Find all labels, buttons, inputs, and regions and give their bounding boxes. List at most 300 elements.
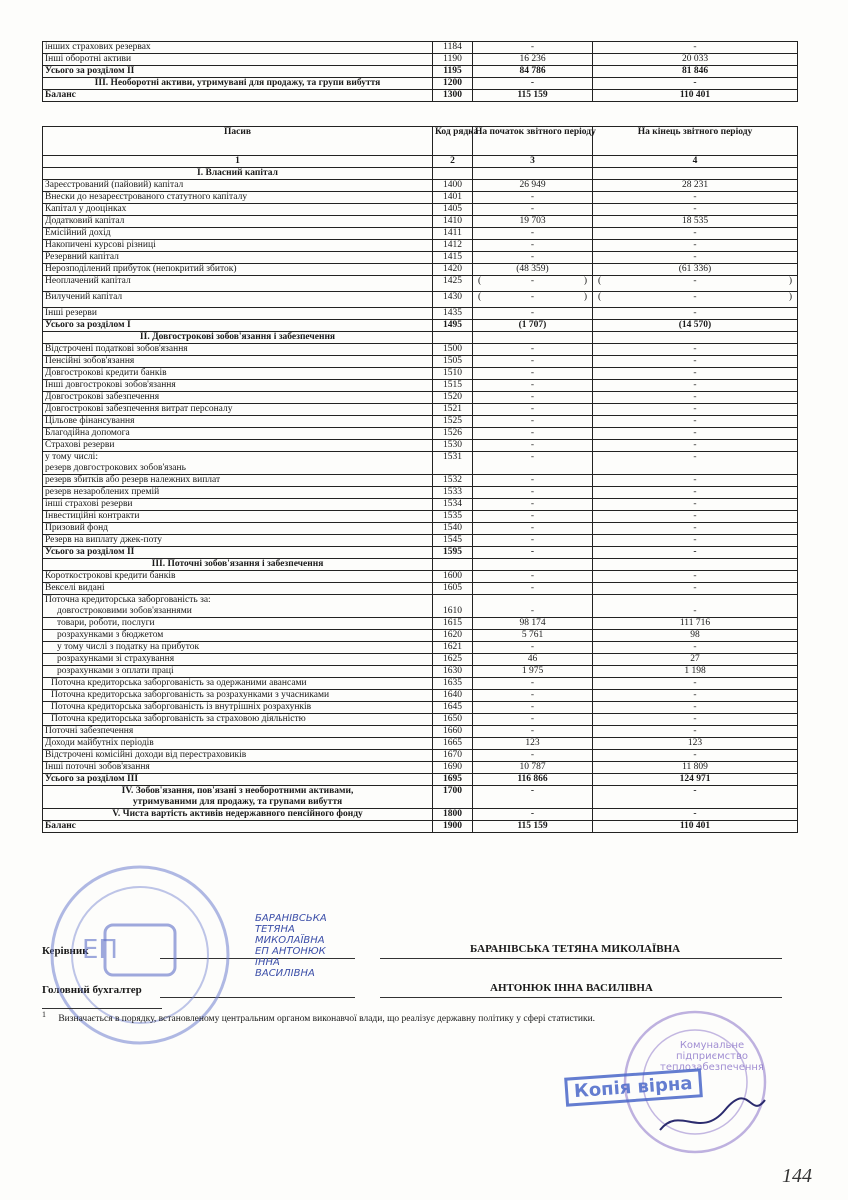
row-name: резерв незароблених премій [43,487,433,499]
row-name: Інші довгострокові зобов'язання [43,380,433,392]
row-end-value: - [593,475,798,487]
row-start-value: 46 [473,654,593,666]
table-row [43,547,798,559]
row-name: Поточні забезпечення [43,726,433,738]
row-name: Накопичені курсові різниці [43,240,433,252]
row-code: 1401 [433,192,473,204]
row-start-value: 26 949 [473,180,593,192]
table-row [43,240,798,252]
table-row [43,320,798,332]
row-start-value: 19 703 [473,216,593,228]
footnote-mark: 1 [42,1010,46,1019]
table-row [43,380,798,392]
row-code: 1533 [433,487,473,499]
table-row [43,630,798,642]
row-name: Довгострокові забезпечення [43,392,433,404]
row-start-value: 115 159 [473,90,593,102]
row-end-value: - [593,678,798,690]
section-title: V. Чиста вартість активів недержавного пенсійного фонду [43,809,433,821]
row-code: 1411 [433,228,473,240]
table-row [43,276,798,292]
e-signature-line-3: МИКОЛАЇВНА [255,935,325,946]
row-code: 1534 [433,499,473,511]
table-row [43,762,798,774]
value: - [693,276,697,286]
row-code: 1670 [433,750,473,762]
row-start-value: - [473,809,593,821]
row-name: Пенсійні зобов'язання [43,356,433,368]
table-row [43,511,798,523]
table-row [43,204,798,216]
row-end-value: - [593,487,798,499]
row-name: Резервний капітал [43,252,433,264]
table-row [43,809,798,821]
row-name: Поточна кредиторська заборгованість за розрахунками з учасниками [43,690,433,702]
row-name-line-1: Поточна кредиторська заборгованість за: [45,595,211,605]
ep-seal [35,915,245,1020]
row-start-value: - [473,475,593,487]
header-num-2: 2 [433,156,473,168]
row-end-value: 11 809 [593,762,798,774]
row-name: Довгострокові кредити банків [43,368,433,380]
table-row [43,192,798,204]
row-end-value: - [593,308,798,320]
row-name [43,595,433,618]
table-row [43,690,798,702]
table-row [43,452,798,475]
row-name: III. Необоротні активи, утримувані для продажу, та групи вибуття [43,78,433,90]
row-name: Неоплачений капітал [43,276,433,292]
row-end-value: - [593,228,798,240]
row-start-value: - [473,726,593,738]
row-name: Благодійна допомога [43,428,433,440]
row-name: у тому числі з податку на прибуток [43,642,433,654]
row-name: Інші резерви [43,308,433,320]
open-paren: ( [598,276,602,286]
row-start-value: - [473,595,593,618]
header-liability: Пасив [43,127,433,156]
row-name: Довгострокові забезпечення витрат персоналу [43,404,433,416]
row-end-value: 20 033 [593,54,798,66]
row-start-value: - [473,204,593,216]
row-end-value: - [593,583,798,595]
row-end-value: 124 971 [593,774,798,786]
row-end-value: 98 [593,630,798,642]
row-start-value: - [473,78,593,90]
row-start-value: - [473,678,593,690]
table-row [43,487,798,499]
row-code: 1600 [433,571,473,583]
row-name: Додатковий капітал [43,216,433,228]
row-start-value: - [473,583,593,595]
row-name: Векселі видані [43,583,433,595]
row-start-value: - [473,642,593,654]
row-start-value: - [473,499,593,511]
table-row [43,344,798,356]
row-end-value: 111 716 [593,618,798,630]
row-end-value: - [593,786,798,809]
row-end-value: (14 570) [593,320,798,332]
row-end-value: 110 401 [593,90,798,102]
row-start-value: - [473,452,593,475]
footnote-rule [42,1008,162,1009]
row-end-value: - [593,356,798,368]
row-start-value: - [473,786,593,809]
row-name: резерв збитків або резерв належних виплат [43,475,433,487]
table-row [43,750,798,762]
row-end-value: 18 535 [593,216,798,228]
row-code: 1700 [433,786,473,809]
row-end-value: - [593,252,798,264]
row-end-value: - [593,428,798,440]
table-row [43,168,798,180]
assets-table-fragment [42,41,798,102]
table-row [43,78,798,90]
e-signature-line-6: ВАСИЛІВНА [255,968,315,979]
row-end-value [593,559,798,571]
table-row [43,726,798,738]
row-code: 1800 [433,809,473,821]
table-row [43,228,798,240]
row-name: Резерв на виплату джек-поту [43,535,433,547]
row-code: 1435 [433,308,473,320]
section-title: II. Довгострокові зобов'язання і забезпечення [43,332,433,344]
row-end-value: - [593,440,798,452]
row-end-value: - [593,750,798,762]
row-code: 1415 [433,252,473,264]
row-start-value: - [473,690,593,702]
header-num-3: 3 [473,156,593,168]
open-paren: ( [478,292,482,302]
row-name: Поточна кредиторська заборгованість із внутрішніх розрахунків [43,702,433,714]
row-code: 1521 [433,404,473,416]
ep-seal-icon [35,915,245,1020]
table-row [43,475,798,487]
row-code: 1620 [433,630,473,642]
row-end-value: - [593,595,798,618]
table-row [43,654,798,666]
row-end-value: - [593,192,798,204]
row-name: Інші поточні зобов'язання [43,762,433,774]
row-code: 1505 [433,356,473,368]
row-end-value: - [593,78,798,90]
row-end-value: 1 198 [593,666,798,678]
row-start-value: 84 786 [473,66,593,78]
row-code: 1425 [433,276,473,292]
row-name: Поточна кредиторська заборгованість за одержаними авансами [43,678,433,690]
row-start-value: 116 866 [473,774,593,786]
e-signature-line-4: ЕП АНТОНЮК [255,946,326,957]
row-end-value: - [593,404,798,416]
row-name: Емісійний дохід [43,228,433,240]
row-code: 1665 [433,738,473,750]
header-start: На початок звітного періоду [473,127,593,156]
parenthesized-value [595,292,795,303]
table-row [43,535,798,547]
row-code [433,168,473,180]
row-code: 1410 [433,216,473,228]
head-name-line [380,958,782,959]
row-name: Інші оборотні активи [43,54,433,66]
row-end-value: - [593,702,798,714]
row-code [433,332,473,344]
header-code: Код рядка [433,127,473,156]
row-start-value: - [473,308,593,320]
row-name: Відстрочені комісійні доходи від перестраховиків [43,750,433,762]
row-end-value: - [593,809,798,821]
row-start-value: - [473,523,593,535]
row-name: Внески до незареєстрованого статутного капіталу [43,192,433,204]
row-name: розрахунками з оплати праці [43,666,433,678]
table-row [43,583,798,595]
row-end-value: 123 [593,738,798,750]
row-name: Вилучений капітал [43,292,433,308]
row-code: 1645 [433,702,473,714]
parenthesized-value [475,276,590,287]
row-start-value [473,332,593,344]
row-code: 1184 [433,42,473,54]
row-start-value: - [473,535,593,547]
table-row [43,821,798,833]
row-start-value: - [473,440,593,452]
table-row [43,332,798,344]
row-code: 1605 [433,583,473,595]
parenthesized-value [475,292,590,303]
section-title [43,786,433,809]
row-end-value: - [593,392,798,404]
row-end-value [593,168,798,180]
table-row [43,738,798,750]
row-name: Цільове фінансування [43,416,433,428]
row-end-value: 81 846 [593,66,798,78]
row-end-value: 27 [593,654,798,666]
row-name: Усього за розділом I [43,320,433,332]
header-num-4: 4 [593,156,798,168]
row-start-value: - [473,547,593,559]
table-row [43,666,798,678]
row-start-value: (48 359) [473,264,593,276]
table-row [43,786,798,809]
close-paren: ) [583,292,587,302]
row-start-value: 98 174 [473,618,593,630]
row-start-value: - [473,192,593,204]
open-paren: ( [598,292,602,302]
head-label: Керівник [42,945,89,957]
row-end-value: - [593,368,798,380]
row-code: 1400 [433,180,473,192]
value: - [530,276,535,286]
row-code: 1690 [433,762,473,774]
row-end-value: - [593,547,798,559]
row-end-value [593,292,798,308]
liabilities-table [42,126,798,833]
row-code: 1195 [433,66,473,78]
section-title: I. Власний капітал [43,168,433,180]
table-row [43,499,798,511]
row-code: 1540 [433,523,473,535]
row-code: 1200 [433,78,473,90]
row-end-value: 110 401 [593,821,798,833]
close-paren: ) [583,276,587,286]
row-start-value: 115 159 [473,821,593,833]
row-code: 1545 [433,535,473,547]
row-end-value: - [593,535,798,547]
row-end-value: - [593,511,798,523]
row-start-value: 10 787 [473,762,593,774]
open-paren: ( [478,276,482,286]
table-row [43,54,798,66]
row-name: Страхові резерви [43,440,433,452]
row-start-value: - [473,487,593,499]
e-signature-line-5: ІННА [255,957,280,968]
ep-seal-text: ЕП [82,935,118,965]
row-end-value: - [593,726,798,738]
row-end-value: - [593,42,798,54]
row-code: 1660 [433,726,473,738]
value: - [530,292,535,302]
row-name: Інвестиційні контракти [43,511,433,523]
row-name: товари, роботи, послуги [43,618,433,630]
row-start-value: - [473,252,593,264]
row-start-value: - [473,571,593,583]
row-code: 1405 [433,204,473,216]
row-code: 1630 [433,666,473,678]
row-name: Баланс [43,821,433,833]
value: - [693,292,697,302]
row-name-line-1: у тому числі: [45,452,98,462]
row-start-value: - [473,368,593,380]
row-end-value: - [593,523,798,535]
row-name: інші страхові резерви [43,499,433,511]
close-paren: ) [788,276,792,286]
row-name-line-2: довгостроковими зобов'язаннями [57,606,192,616]
row-name: Призовий фонд [43,523,433,535]
row-end-value: - [593,642,798,654]
row-code: 1695 [433,774,473,786]
section-title-line-1: IV. Зобов'язання, пов'язані з необоротними активами, [121,786,354,796]
header-end: На кінець звітного періоду [593,127,798,156]
accountant-name-line [380,997,782,998]
row-start-value: 123 [473,738,593,750]
row-code: 1510 [433,368,473,380]
row-code: 1525 [433,416,473,428]
head-name: БАРАНІВСЬКА ТЕТЯНА МИКОЛАЇВНА [470,943,681,955]
row-end-value: 28 231 [593,180,798,192]
row-code: 1500 [433,344,473,356]
table-row [43,618,798,630]
row-name: Поточна кредиторська заборгованість за страховою діяльністю [43,714,433,726]
table-row [43,774,798,786]
close-paren: ) [788,292,792,302]
table-row [43,180,798,192]
row-start-value: - [473,356,593,368]
company-stamp-line-3: теплозабезпечення [660,1062,764,1073]
table-row [43,216,798,228]
row-start-value: - [473,404,593,416]
row-start-value: - [473,714,593,726]
row-start-value [473,292,593,308]
table-row [43,42,798,54]
row-start-value: - [473,702,593,714]
table-row [43,678,798,690]
row-start-value: - [473,344,593,356]
row-name: Усього за розділом II [43,547,433,559]
table-row [43,90,798,102]
e-signature-line-1: БАРАНІВСЬКА [255,913,327,924]
row-code: 1615 [433,618,473,630]
row-code: 1412 [433,240,473,252]
row-code: 1650 [433,714,473,726]
table-row [43,428,798,440]
row-end-value: - [593,690,798,702]
row-end-value: - [593,204,798,216]
row-code: 1515 [433,380,473,392]
row-start-value: - [473,511,593,523]
row-end-value: - [593,380,798,392]
row-code: 1621 [433,642,473,654]
row-name: Нерозподілений прибуток (непокритий збиток) [43,264,433,276]
row-start-value: (1 707) [473,320,593,332]
row-name: розрахунками зі страхування [43,654,433,666]
copy-verified-stamp: Копія вірна [564,1068,702,1106]
row-name: Усього за розділом III [43,774,433,786]
table-row [43,66,798,78]
row-end-value [593,276,798,292]
company-stamp-line-2: підприємство [675,1051,748,1062]
company-stamp-line-1: Комунальне [679,1040,745,1051]
row-code: 1625 [433,654,473,666]
parenthesized-value [595,276,795,287]
row-end-value: - [593,344,798,356]
row-code: 1635 [433,678,473,690]
row-code: 1495 [433,320,473,332]
row-start-value: - [473,750,593,762]
row-start-value: - [473,392,593,404]
row-end-value: - [593,452,798,475]
row-end-value [593,332,798,344]
row-code: 1610 [433,595,473,618]
table-row [43,714,798,726]
row-end-value: - [593,240,798,252]
row-code: 1532 [433,475,473,487]
row-code: 1430 [433,292,473,308]
row-start-value: 16 236 [473,54,593,66]
row-end-value: - [593,714,798,726]
row-end-value: - [593,499,798,511]
table-row [43,702,798,714]
header-num-1: 1 [43,156,433,168]
footnote [42,1010,595,1024]
accountant-name: АНТОНЮК ІННА ВАСИЛІВНА [490,982,653,994]
table-row [43,642,798,654]
table-row [43,595,798,618]
row-code: 1640 [433,690,473,702]
row-end-value: - [593,416,798,428]
footnote-text: Визначається в порядку, встановленому центральним органом виконавчої влади, що реалізує державну політику у сфері статистики. [58,1014,596,1025]
row-name: Баланс [43,90,433,102]
row-start-value: - [473,416,593,428]
row-start-value [473,276,593,292]
row-start-value: - [473,228,593,240]
section-title-line-2: утримуваними для продажу, та групами вибуття [132,797,343,807]
e-signature-line-2: ТЕТЯНА [255,924,295,935]
company-stamp-text [660,1040,764,1073]
row-name [43,452,433,475]
table-row [43,559,798,571]
table-row [43,404,798,416]
table-row [43,416,798,428]
table-row [43,392,798,404]
